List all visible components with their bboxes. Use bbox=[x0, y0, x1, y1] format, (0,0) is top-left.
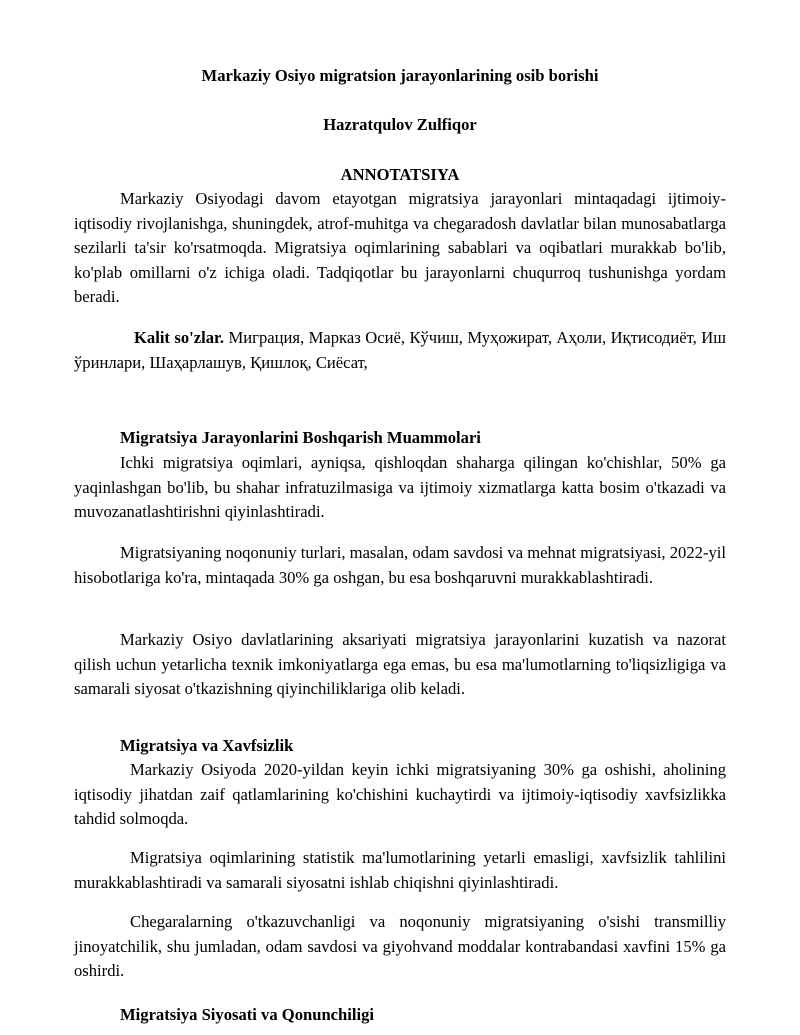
keywords-label: Kalit so'zlar. bbox=[134, 328, 225, 347]
document-page bbox=[74, 0, 726, 1035]
section-paragraph: Chegaralarning o'tkazuvchanligi va noqonuniy migratsiyaning o'sishi transmilliy jinoyatchilik, shu jumladan, odam savdosi va giyohvand moddalar kontrabandasi xavfini 15% ga oshirdi. bbox=[74, 912, 726, 981]
keywords-list: Миграция, Марказ Осиё, Кўчиш, Муҳожират, Аҳоли, Иқтисодиёт, Иш ўринлари, Шаҳарлашув, Қишлоқ, Сиёсат, bbox=[74, 328, 726, 372]
document-title: Markaziy Osiyo migratsion jarayonlarining osib borishi bbox=[201, 66, 599, 85]
section-paragraph: Migratsiya oqimlarining statistik ma'lumotlarining yetarli emasligi, xavfsizlik tahlilini murakkablashtiradi va samarali siyosatni ishlab chiqishni qiyinlashtiradi. bbox=[74, 848, 726, 892]
abstract-heading: ANNOTATSIYA bbox=[340, 165, 460, 184]
section-paragraph: Markaziy Osiyo davlatlarining aksariyati migratsiya jarayonlarini kuzatish va nazorat qilish uchun yetarlicha texnik imkoniyatlarga ega emas, bu esa ma'lumotlarning to'liqsizligiga va samarali siyosat o'tkazishning qiyinchiliklariga olib keladi. bbox=[74, 630, 726, 699]
section-paragraph: Ichki migratsiya oqimlari, ayniqsa, qishloqdan shaharga qilingan ko'chishlar, 50% ga yaqinlashgan bo'lib, bu shahar infratuzilmasiga va ijtimoiy xizmatlarga katta bosim o'tkazadi va muvozanatlashtirishni qiyinlashtiradi. bbox=[74, 453, 726, 522]
document-author: Hazratqulov Zulfiqor bbox=[323, 115, 477, 134]
abstract-paragraph: Markaziy Osiyodagi davom etayotgan migratsiya jarayonlari mintaqadagi ijtimoiy-iqtisodiy rivojlanishga, shuningdek, atrof-muhitga va chegaradosh davlatlar bilan munosabatlarga sezilarli ta'sir ko'rsatmoqda. Migratsiya oqimlarining sabablari va oqibatlari murakkab bo'lib, ko'plab omillarni o'z ichiga oladi. Tadqiqotlar bu jarayonlarni chuqurroq tushunishga yordam beradi. bbox=[74, 189, 726, 307]
section-paragraph: Migratsiyaning noqonuniy turlari, masalan, odam savdosi va mehnat migratsiyasi, 2022-yil hisobotlariga ko'ra, mintaqada 30% ga oshgan, bu esa boshqaruvni murakkablashtiradi. bbox=[74, 543, 726, 587]
section-heading-security: Migratsiya va Xavfsizlik bbox=[120, 736, 294, 755]
section-heading-management: Migratsiya Jarayonlarini Boshqarish Muammolari bbox=[120, 428, 481, 447]
keywords-paragraph bbox=[74, 326, 726, 375]
section-paragraph: Markaziy Osiyoda 2020-yildan keyin ichki migratsiyaning 30% ga oshishi, aholining iqtisodiy jihatdan zaif qatlamlarining ko'chishini kuchaytirdi va ijtimoiy-iqtisodiy xavfsizlikka tahdid solmoqda. bbox=[74, 760, 726, 829]
section-heading-policy: Migratsiya Siyosati va Qonunchiligi bbox=[120, 1005, 375, 1024]
